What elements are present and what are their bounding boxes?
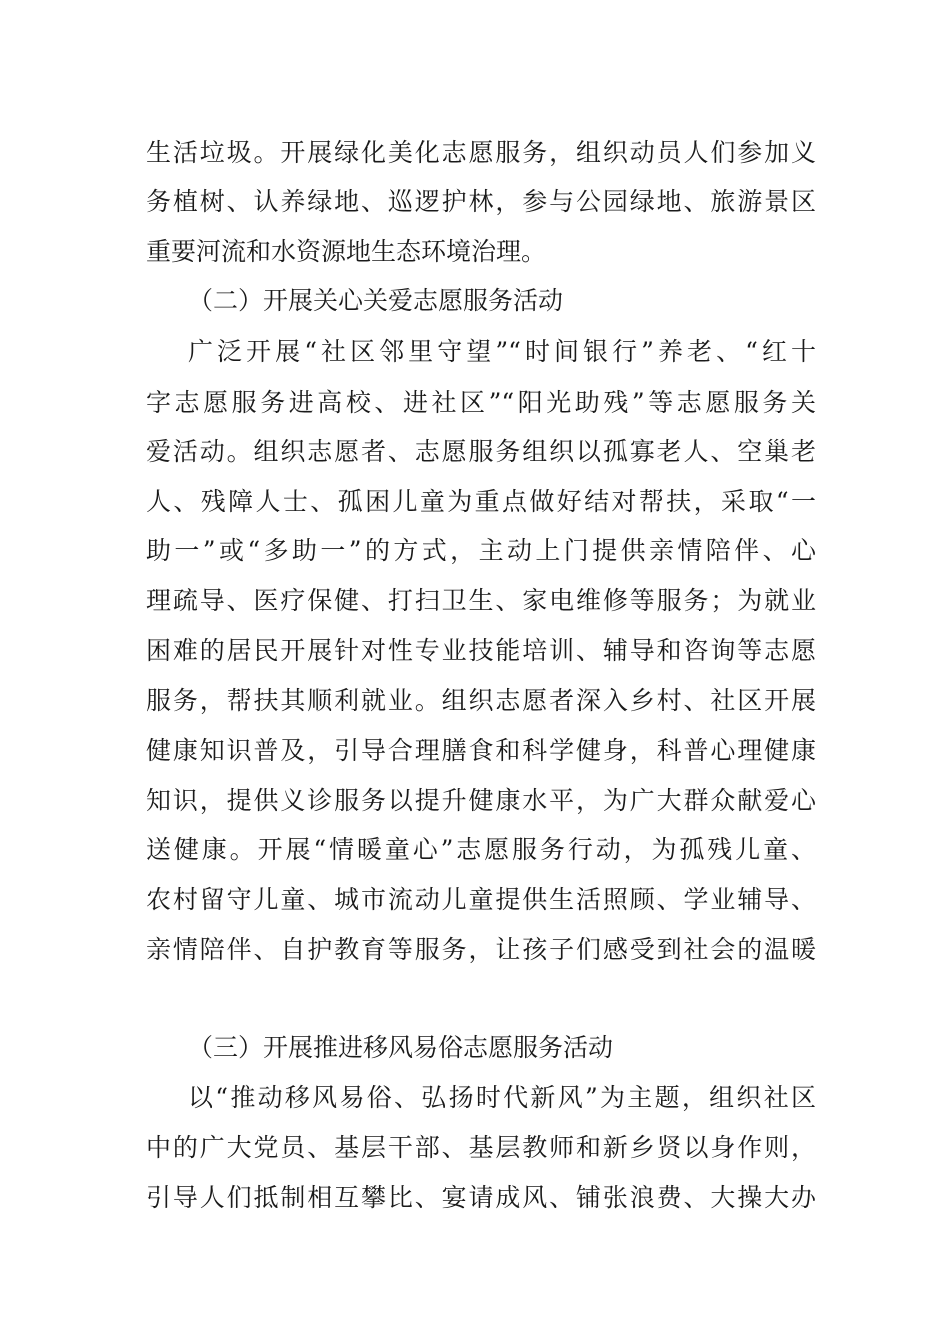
text-line: 广泛开展“社区邻里守望”“时间银行”养老、“红十 (188, 337, 816, 366)
text-line: 困难的居民开展针对性专业技能培训、辅导和咨询等志愿 (146, 636, 816, 665)
text-line: 亲情陪伴、自护教育等服务，让孩子们感受到社会的温暖 (146, 935, 816, 964)
text-line: 字志愿服务进高校、进社区”“阳光助残”等志愿服务关 (146, 388, 816, 417)
text-line: 知识，提供义诊服务以提升健康水平，为广大群众献爱心 (146, 786, 816, 815)
text-line: 重要河流和水资源地生态环境治理。 (146, 237, 547, 266)
text-line: 服务，帮扶其顺利就业。组织志愿者深入乡村、社区开展 (146, 686, 816, 715)
text-line: 健康知识普及，引导合理膳食和科学健身，科普心理健康 (146, 736, 816, 765)
text-line: 送健康。开展“情暖童心”志愿服务行动，为孤残儿童、 (146, 835, 816, 864)
text-line: 人、残障人士、孤困儿童为重点做好结对帮扶，采取“一 (146, 487, 816, 516)
text-line: 引导人们抵制相互攀比、宴请成风、铺张浪费、大操大办 (146, 1183, 816, 1212)
text-line: 理疏导、医疗保健、打扫卫生、家电维修等服务；为就业 (146, 586, 816, 615)
section-heading-3: （三）开展推进移风易俗志愿服务活动 (188, 1033, 614, 1062)
text-line: 爱活动。组织志愿者、志愿服务组织以孤寡老人、空巢老 (146, 437, 816, 466)
text-line: 生活垃圾。开展绿化美化志愿服务，组织动员人们参加义 (146, 138, 816, 167)
text-line: 助一”或“多助一”的方式，主动上门提供亲情陪伴、心 (146, 536, 816, 565)
text-line: 务植树、认养绿地、巡逻护林，参与公园绿地、旅游景区 (146, 187, 816, 216)
section-heading-2: （二）开展关心关爱志愿服务活动 (188, 286, 564, 315)
text-line: 中的广大党员、基层干部、基层教师和新乡贤以身作则， (146, 1133, 816, 1162)
text-line: 农村留守儿童、城市流动儿童提供生活照顾、学业辅导、 (146, 885, 816, 914)
text-line: 以“推动移风易俗、弘扬时代新风”为主题，组织社区 (188, 1083, 816, 1112)
